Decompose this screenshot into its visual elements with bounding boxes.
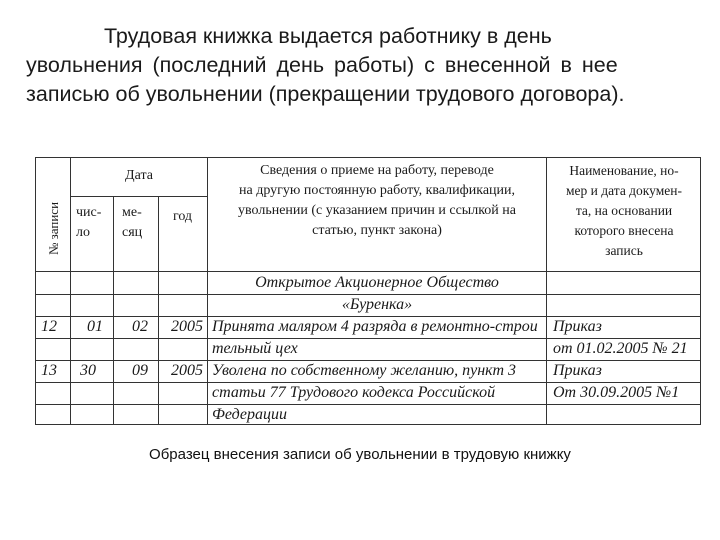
entry-12-text-line-2: тельный цех [212,340,298,357]
entry-12-month: 02 [132,318,148,335]
heading-line-1: Трудовая книжка выдается работнику в день [104,24,552,48]
info-header-line-3: увольнении (с указанием причин и ссылкой на [238,203,516,218]
entry-13-text-line-2: статьи 77 Трудового кодекса Российской [212,384,496,401]
document-header [547,161,701,261]
day-header-line-1: чис- [76,205,102,220]
entry-12-doc-line-1: Приказ [553,318,602,335]
entry-13-year: 2005 [171,362,203,379]
entry-13-day: 30 [80,362,96,379]
entry-12-number: 12 [41,318,57,335]
month-header-line-2: сяц [122,225,143,240]
info-header-line-2: на другую постоянную работу, квалификации, [238,183,516,198]
day-header-line-2: ло [76,225,90,240]
employment-record-table [35,157,701,425]
heading-text [0,22,720,109]
document-header-line-4: которого внесена [574,223,674,238]
entry-13-doc-line-1: Приказ [553,362,602,379]
day-header [70,203,119,243]
entry-13-text-line-3: Федерации [212,406,287,423]
month-header-line-1: ме- [122,205,142,220]
entry-13-month: 09 [132,362,148,379]
info-header [208,161,546,241]
entry-13-text-line-1: Уволена по собственному желанию, пункт 3 [212,362,517,379]
entry-12-year: 2005 [171,318,203,335]
date-header: Дата [125,168,153,183]
entry-13-doc-line-2: От 30.09.2005 №1 [553,384,680,401]
document-header-line-2: мер и дата докумен- [565,183,682,198]
document-header-line-1: Наименование, но- [569,163,679,178]
heading-line-3: записью об увольнении (прекращении трудового договора). [26,82,625,106]
entry-12-day: 01 [87,318,103,335]
entry-12-text-line-1: Принята маляром 4 разряда в ремонтно-строи [212,318,538,335]
figure-caption: Образец внесения записи об увольнении в трудовую книжку [149,446,571,463]
organization-name-line-1: Открытое Акционерное Общество [255,274,499,291]
info-header-line-4: статью, пункт закона) [312,223,442,238]
entry-13-number: 13 [41,362,57,379]
document-header-line-5: запись [605,243,643,258]
entry-12-doc-line-2: от 01.02.2005 № 21 [553,340,688,357]
year-header: год [172,209,193,224]
heading-line-2: увольнения (последний день работы) с внесенной в нее [26,53,618,77]
record-number-header: № записи [46,201,61,255]
info-header-line-1: Сведения о приеме на работу, переводе [260,163,494,178]
document-header-line-3: та, на основании [575,203,673,218]
organization-name-line-2: «Буренка» [341,296,413,313]
